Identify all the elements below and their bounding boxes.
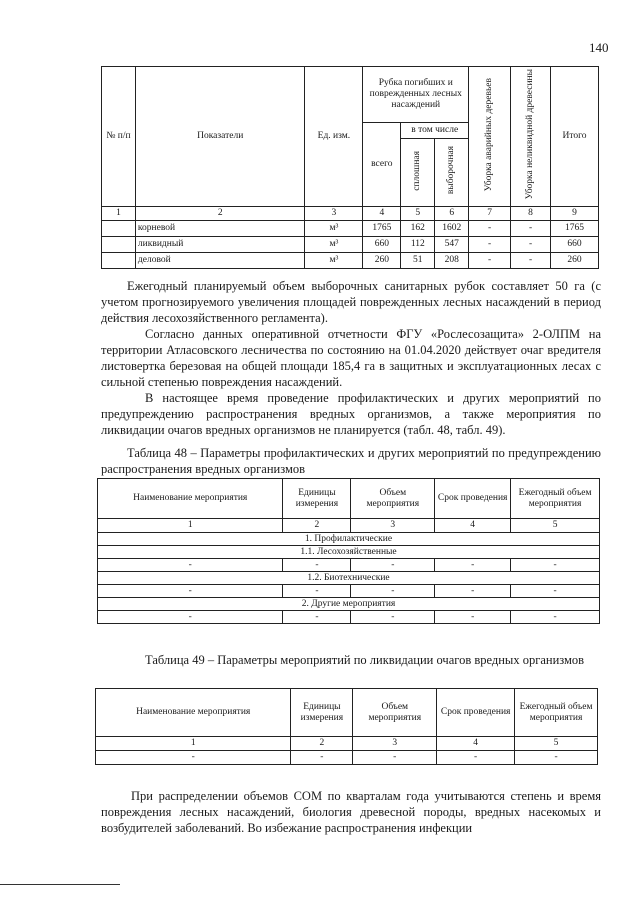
col-num: 5 [515,737,598,751]
section-prophylactic: 1. Профилактические [98,533,600,546]
col-num: 3 [305,207,363,221]
section-biotechnical: 1.2. Биотехнические [98,572,600,585]
header-volume: Объем мероприятия [353,689,437,737]
row-emergency: - [469,253,511,269]
table49-caption: Таблица 49 – Параметры мероприятий по ликвидации очагов вредных организмов [145,653,585,667]
header-illiquid-label: Уборка неликвидной древесины [525,69,536,200]
row-all: 660 [363,237,401,253]
col-num: 2 [135,207,305,221]
cell-no [102,221,136,237]
header-selective-label: выборочная [446,146,457,195]
row-total: 260 [551,253,599,269]
row-selective: 1602 [435,221,469,237]
table-48 [97,478,600,624]
table-row [102,253,599,269]
dash-cell: - [511,585,600,598]
col-num: 5 [401,207,435,221]
header-all: всего [363,123,401,207]
col-num: 2 [291,737,353,751]
header-units: Единицы измерения [291,689,353,737]
dash-cell: - [435,611,511,624]
table-row [98,559,600,572]
col-num: 1 [96,737,291,751]
col-num: 1 [98,519,283,533]
row-illiquid: - [511,253,551,269]
col-num: 3 [353,737,437,751]
row-emergency: - [469,237,511,253]
dash-cell: - [435,559,511,572]
row-name: деловой [135,253,305,269]
col-num: 9 [551,207,599,221]
column-numbers-row [96,737,598,751]
header-measure-name: Наименование мероприятия [96,689,291,737]
header-units: Единицы измерения [283,479,351,519]
dash-cell: - [283,585,351,598]
cell-no [102,253,136,269]
row-emergency: - [469,221,511,237]
header-clear [401,139,435,207]
row-selective: 547 [435,237,469,253]
cell-no [102,237,136,253]
header-emergency-label: Уборка аварийных деревьев [484,77,495,192]
dash-cell: - [283,611,351,624]
header-no: № п/п [102,67,136,207]
section-other: 2. Другие мероприятия [98,598,600,611]
table-49 [95,688,598,765]
closing-paragraph: При распределении объемов СОМ по кварталам года учитываются степень и время повреждения лесных насаждений, биология древесной породы, вредных насекомых и возбудителей заболеваний. Во избежание распространения инфекции [101,789,601,835]
row-name: корневой [135,221,305,237]
dash-cell: - [96,751,291,765]
dash-cell: - [98,559,283,572]
row-unit: м³ [305,253,363,269]
row-clear: 112 [401,237,435,253]
header-illiquid [511,67,551,207]
header-felling: Рубка погибших и поврежденных лесных насаждений [363,67,469,123]
dash-cell: - [515,751,598,765]
page-number: 140 [589,40,609,55]
col-num: 4 [363,207,401,221]
col-num: 4 [437,737,515,751]
header-emergency [469,67,511,207]
header-term: Срок проведения [435,479,511,519]
dash-cell: - [353,751,437,765]
col-num: 2 [283,519,351,533]
footnote-divider [0,884,120,885]
col-num: 5 [511,519,600,533]
paragraph-pest-report: Согласно данных оперативной отчетности ФГУ «Рослесозащита» 2-ОЛПМ на территории Атласовского лесничества по состоянию на 01.04.2020 действует очаг вредителя листовертка березовая на общей площади 185,4 га в защитных и эксплуатационных лесах с сильной степенью повреждения насаждений. [101,327,601,389]
paragraph-felling-plan: Ежегодный планируемый объем выборочных санитарных рубок составляет 50 га (с учетом прогнозируемого увеличения площадей поврежденных лесных насаждений в период действия лесохозяйственного регламента). [101,279,601,325]
dash-cell: - [351,611,435,624]
felling-volume-table [101,66,599,269]
dash-cell: - [283,559,351,572]
col-num: 6 [435,207,469,221]
column-numbers-row [98,519,600,533]
row-all: 260 [363,253,401,269]
header-incl: в том числе [401,123,469,139]
header-selective [435,139,469,207]
dash-cell: - [511,559,600,572]
table-row [98,611,600,624]
row-name: ликвидный [135,237,305,253]
header-unit: Ед. изм. [305,67,363,207]
row-illiquid: - [511,237,551,253]
dash-cell: - [437,751,515,765]
header-total: Итого [551,67,599,207]
col-num: 8 [511,207,551,221]
col-num: 1 [102,207,136,221]
col-num: 7 [469,207,511,221]
dash-cell: - [98,585,283,598]
dash-cell: - [351,559,435,572]
dash-cell: - [511,611,600,624]
header-annual: Ежегодный объем мероприятия [515,689,598,737]
header-clear-label: сплошная [412,150,423,191]
column-numbers-row [102,207,599,221]
row-illiquid: - [511,221,551,237]
row-all: 1765 [363,221,401,237]
header-measure-name: Наименование мероприятия [98,479,283,519]
dash-cell: - [98,611,283,624]
table48-caption: Таблица 48 – Параметры профилактических и других мероприятий по предупреждению распространения вредных организмов [101,446,601,476]
row-clear: 51 [401,253,435,269]
header-annual: Ежегодный объем мероприятия [511,479,600,519]
dash-cell: - [435,585,511,598]
row-unit: м³ [305,237,363,253]
dash-cell: - [351,585,435,598]
section-forestry: 1.1. Лесохозяйственные [98,546,600,559]
row-selective: 208 [435,253,469,269]
header-volume: Объем мероприятия [351,479,435,519]
col-num: 3 [351,519,435,533]
table-row [102,237,599,253]
table-row [96,751,598,765]
header-indicators: Показатели [135,67,305,207]
dash-cell: - [291,751,353,765]
col-num: 4 [435,519,511,533]
table-row [98,585,600,598]
row-clear: 162 [401,221,435,237]
table-row [102,221,599,237]
row-total: 660 [551,237,599,253]
paragraph-no-measures: В настоящее время проведение профилактических и других мероприятий по предупреждению распространения вредных организмов, а также мероприятия по ликвидации очагов вредных организмов не планируется (табл. 48, табл. 49). [101,391,601,437]
row-total: 1765 [551,221,599,237]
row-unit: м³ [305,221,363,237]
header-term: Срок проведения [437,689,515,737]
